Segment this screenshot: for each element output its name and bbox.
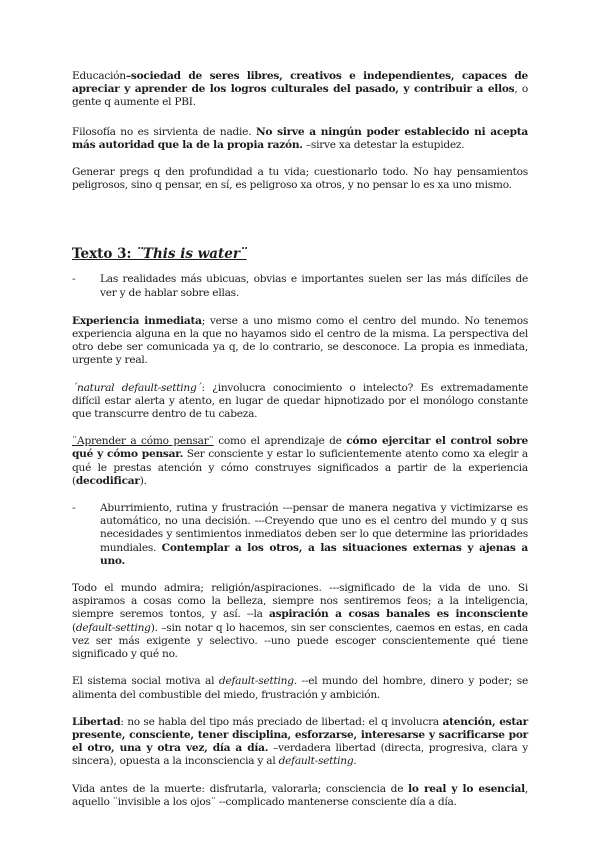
paragraph-filosofia [72,126,528,152]
bold-span: aspiración a cosas banales es inconsciente [269,608,528,621]
bold-span: atención, estar presente, consciente, tener disciplina, esforzarse, interesarse y sacrificarse por el otro, una y otra vez, día a día. [72,715,528,755]
text-span: Vida antes de la muerte: disfrutarla, valorarla; consciencia de [72,782,409,795]
text-span: –sirve xa detestar la estupidez. [302,138,465,151]
text-span: , o gente q aumente el PBI. [72,83,528,109]
text-span: ). [139,474,147,487]
text-span: El sistema social motiva al [72,675,219,688]
paragraph-generar-pregs [72,166,528,192]
paragraph-sistema-social [72,675,528,701]
text-span: : no se habla del tipo más preciado de libertad: el q involucra [120,715,443,728]
paragraph-experiencia [72,315,528,368]
paragraph-libertad [72,716,528,769]
bullet-text [100,502,528,568]
paragraph-todo-el-mundo [72,582,528,661]
text-span: como el aprendizaje de [213,435,347,448]
section-heading [72,246,528,263]
italic-span: default-setting [75,621,151,634]
text-span: Todo el mundo admira; religión/aspiraciones. ---significado de la vida de uno. Si aspiramos a cosas como la belleza, siempre nos sentiremos feos; a la inteligencia, siempre seremos tontos, y así. --la [72,582,528,621]
bullet-item [72,273,528,299]
text-span: –verdadera libertad (directa, progresiva, clara y sincera), opuesta a la inconsciencia y al [72,742,528,768]
bold-span: cómo ejercitar el control sobre qué y cómo pensar. [72,435,529,461]
italic-span: default-setting. [218,675,297,688]
text-span: --el mundo del hombre, dinero y poder; se alimenta del combustible del miedo, frustración y ambición. [72,675,528,701]
text-span: , aquello ¨invisible a los ojos¨ --complicado mantenerse consciente día a día. [72,782,528,808]
bold-span: Contemplar a los otros, a las situaciones externas y ajenas a uno. [100,541,528,567]
bold-span: Experiencia inmediata [72,314,202,327]
italic-span: default-setting [278,755,354,768]
paragraph-aprender [72,435,528,488]
bold-span: decodificar [75,474,140,487]
text-span: Ser consciente y estar lo suficientemente atento como xa elegir a qué le prestas atención y cómo construyes significados a partir de la experiencia ( [72,448,528,487]
bullet-text: Las realidades más ubicuas, obvias e importantes suelen ser las más difíciles de ver y de hablar sobre ellas. [100,273,528,299]
text-span: Educación [72,70,126,82]
text-span: ; verse a uno mismo como el centro del mundo. No tenemos experiencia alguna en la que no hayamos sido el centro de la misma. La perspectiva del otro debe ser comunicada ya q, de lo contrario, se desconoce. La propia es inmediata, urgente y real. [72,314,529,367]
bold-span: –sociedad de seres libres, creativos e independientes, capaces de apreciar y aprender de los logros culturales del pasado, y contribuir a ellos [72,70,528,96]
text-span: ( [72,621,76,634]
bullet-dash: - [72,502,76,515]
text-span: Generar pregs q den profundidad a tu vida; cuestionarlo todo. No hay pensamientos peligrosos, sino q pensar, en sí, es peligroso xa otros, y no pensar lo es xa uno mismo. [72,166,528,192]
bold-span: No sirve a ningún poder establecido ni acepta más autoridad que la de la propia razón. [72,125,528,151]
heading-title: ¨This is water¨ [136,246,247,263]
bold-span: Libertad [72,715,121,728]
heading-prefix: Texto 3: [72,246,137,263]
text-span: Filosofía no es sirvienta de nadie. [72,125,256,138]
paragraph-default-setting [72,382,528,422]
bullet-dash: - [72,273,76,286]
text-span: . [353,755,357,768]
text-span: : ¿involucra conocimiento o intelecto? Es extremadamente difícil estar alerta y atento, en lugar de quedar hipnotizado por el monólogo constante que transcurre dentro de tu cabeza. [72,381,528,421]
text-span: ). –sin notar q lo hacemos, sin ser conscientes, caemos en estas, en cada vez ser más exigente y selectivo. --uno puede escoger conscientemente qué tiene significado y qué no. [72,621,528,661]
bullet-item [72,502,528,568]
bold-span: lo real y lo esencial [408,782,525,795]
paragraph-educacion [72,70,528,110]
underline-span: ¨Aprender a cómo pensar¨ [72,435,214,448]
italic-span: ´natural default-setting´ [72,381,202,394]
paragraph-vida [72,783,528,809]
text-span: Aburrimiento, rutina y frustración ---pensar de manera negativa y victimizarse es automático, no una decisión. ---Creyendo que uno es el centro del mundo y q sus necesidades y sentimientos inmediatos deben ser lo que determine las prioridades mundiales. [100,502,528,554]
